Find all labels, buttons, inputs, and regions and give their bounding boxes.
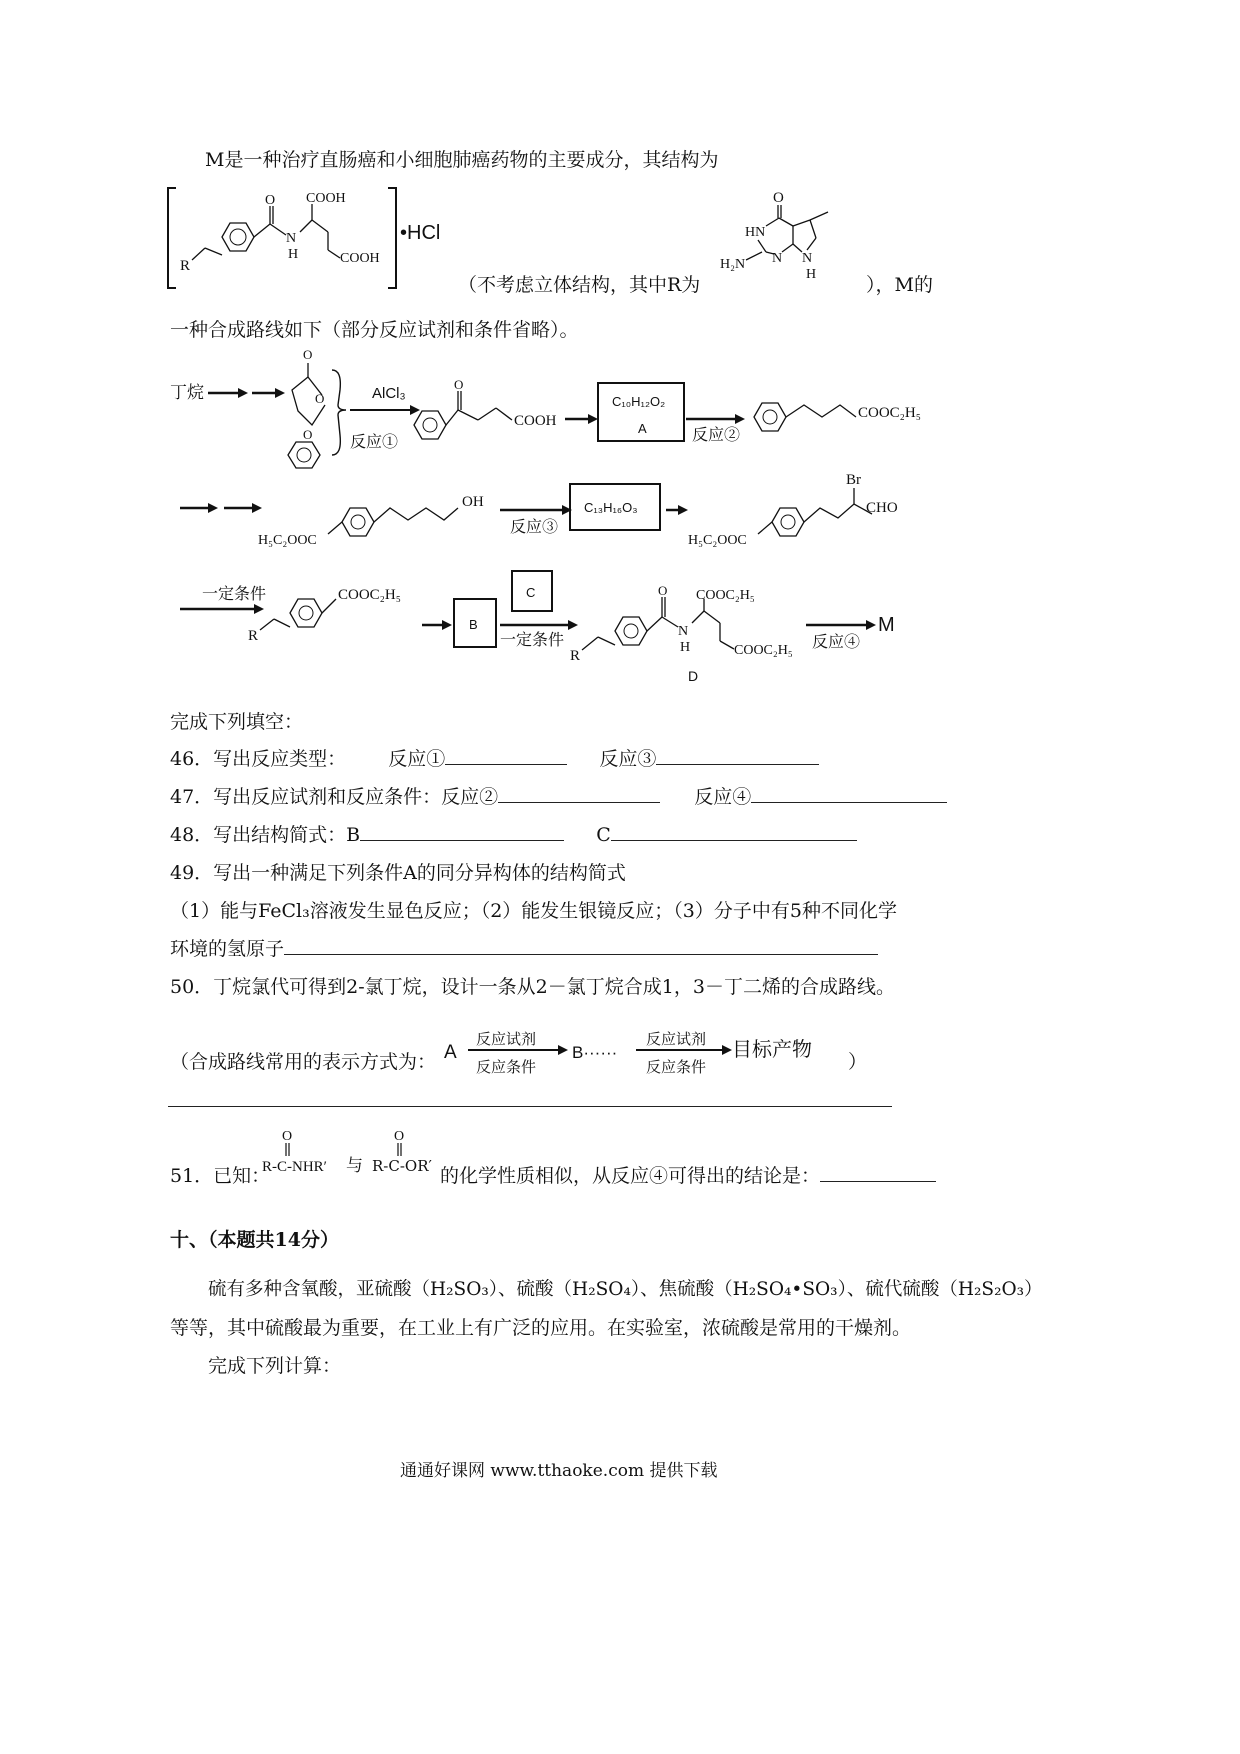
aldehyde-ester-left: H₅C₂OOC bbox=[688, 533, 747, 548]
reaction-3-label: 反应③ bbox=[510, 519, 559, 536]
q46-b-blank[interactable] bbox=[656, 744, 819, 765]
question-48 bbox=[170, 820, 857, 847]
q51-f1-o: O bbox=[282, 1129, 293, 1144]
ester-r-label: R bbox=[248, 628, 259, 644]
structure-r-group bbox=[710, 180, 870, 290]
route-condition-1: 反应条件 bbox=[476, 1059, 537, 1076]
d-ester-bottom: COOC₂H₅ bbox=[734, 643, 793, 658]
q47-a-blank[interactable] bbox=[498, 782, 660, 803]
route-b: B······ bbox=[572, 1043, 618, 1062]
q48-b-blank[interactable] bbox=[360, 820, 564, 841]
q46-a-label: 反应① bbox=[388, 748, 446, 770]
r-group-o: O bbox=[773, 190, 784, 206]
r-group-n2: N bbox=[772, 251, 783, 266]
anhydride-o-bottom: O bbox=[303, 427, 313, 442]
question-46 bbox=[170, 744, 819, 771]
footer: 通通好课网 www.tthaoke.com 提供下载 bbox=[400, 1461, 718, 1481]
carbonyl-o: O bbox=[265, 193, 276, 208]
box-b-label: B bbox=[469, 617, 478, 632]
aldehyde-br: Br bbox=[846, 472, 861, 488]
d-carbonyl-o: O bbox=[658, 583, 668, 598]
q49-cond2-text: 环境的氢原子 bbox=[170, 938, 285, 960]
q51-blank[interactable] bbox=[820, 1161, 936, 1182]
r-group-h2n: H₂N bbox=[720, 257, 746, 272]
q46-b-label: 反应③ bbox=[599, 748, 657, 770]
r-ester-cooc2h5: COOC₂H₅ bbox=[338, 587, 401, 603]
d-amide-h: H bbox=[680, 640, 691, 655]
q47-text: 47．写出反应试剂和反应条件：反应② bbox=[170, 786, 499, 808]
r-group-hn: HN bbox=[745, 225, 766, 240]
q51-prefix: 51．已知： bbox=[170, 1165, 271, 1187]
condition-label-2: 一定条件 bbox=[500, 632, 565, 649]
product2-ester: COOC₂H₅ bbox=[858, 405, 921, 421]
route-suffix: ） bbox=[848, 1051, 868, 1073]
intro-line3: ），M的 bbox=[866, 274, 933, 296]
alcl3-label: AlCl₃ bbox=[372, 385, 406, 402]
alcohol-ester-left: H₅C₂OOC bbox=[258, 533, 317, 548]
section-10-para-3: 完成下列计算： bbox=[208, 1355, 342, 1377]
route-reagent-1: 反应试剂 bbox=[476, 1031, 537, 1048]
question-49-conditions: （1）能与FeCl₃溶液发生显色反应；（2）能发生银镜反应；（3）分子中有5种不同化学 bbox=[170, 900, 897, 922]
question-47 bbox=[170, 782, 947, 809]
r-label: R bbox=[180, 258, 191, 274]
q51-and: 与 bbox=[346, 1156, 363, 1175]
route-a: A bbox=[444, 1042, 457, 1063]
question-49-line2 bbox=[170, 934, 878, 961]
d-label: D bbox=[688, 668, 699, 684]
aldehyde-cho: CHO bbox=[866, 500, 898, 516]
butane-label: 丁烷 bbox=[170, 383, 204, 402]
q49-blank[interactable] bbox=[284, 934, 878, 955]
route-example bbox=[438, 1022, 858, 1082]
q51-suffix-text: 的化学性质相似，从反应④可得出的结论是： bbox=[440, 1165, 821, 1187]
box-c-label: C bbox=[526, 585, 536, 600]
q48-c-label: C bbox=[596, 824, 611, 846]
hcl-label: •HCl bbox=[400, 222, 441, 244]
section-10-heading: 十、（本题共14分） bbox=[170, 1229, 339, 1251]
route-row-2 bbox=[160, 462, 1100, 562]
q47-b-label: 反应④ bbox=[694, 786, 752, 808]
box-a-label: A bbox=[638, 421, 647, 436]
q48-text: 48．写出结构简式：B bbox=[170, 824, 361, 846]
anhydride-o-ring: O bbox=[315, 391, 325, 406]
section-10-para-1: 硫有多种含氧酸，亚硫酸（H₂SO₃）、硫酸（H₂SO₄）、焦硫酸（H₂SO₄•SO₃）、硫代硫酸（H₂S₂O₃） bbox=[208, 1279, 1043, 1300]
amide-h: H bbox=[288, 247, 299, 262]
route-reagent-2: 反应试剂 bbox=[646, 1031, 707, 1048]
q46-text: 46．写出反应类型： bbox=[170, 748, 347, 770]
question-49: 49．写出一种满足下列条件A的同分异构体的结构简式 bbox=[170, 862, 626, 884]
r-group-n-ring: N bbox=[802, 251, 813, 266]
q47-b-blank[interactable] bbox=[751, 782, 947, 803]
q51-formula-2: R-C-OR′ bbox=[372, 1157, 432, 1175]
d-ester-top: COOC₂H₅ bbox=[696, 588, 755, 603]
r-group-h: H bbox=[806, 267, 817, 282]
alcohol-oh: OH bbox=[462, 494, 484, 510]
condition-label-1: 一定条件 bbox=[202, 586, 267, 603]
reaction-4-label: 反应④ bbox=[812, 634, 861, 651]
product1-cooh: COOH bbox=[514, 413, 557, 429]
d-amide-n: N bbox=[678, 624, 689, 639]
route-condition-2: 反应条件 bbox=[646, 1059, 707, 1076]
product1-o: O bbox=[454, 377, 464, 392]
q50-answer-blank[interactable] bbox=[168, 1086, 892, 1107]
box-a-formula: C₁₀H₁₂O₂ bbox=[612, 394, 666, 409]
question-50: 50．丁烷氯代可得到2-氯丁烷，设计一条从2－氯丁烷合成1，3－丁二烯的合成路线。 bbox=[170, 976, 895, 998]
reaction-2-label: 反应② bbox=[692, 427, 741, 444]
amide-n: N bbox=[286, 231, 297, 246]
q48-c-blank[interactable] bbox=[611, 820, 857, 841]
fill-intro: 完成下列填空： bbox=[170, 711, 304, 733]
reaction-1-label: 反应① bbox=[350, 434, 399, 451]
intro-line2: （不考虑立体结构，其中R为 bbox=[458, 274, 701, 296]
cooh-bottom: COOH bbox=[340, 251, 380, 266]
q51-suffix bbox=[440, 1161, 936, 1188]
box-c13-formula: C₁₃H₁₆O₃ bbox=[584, 500, 638, 515]
d-r-label: R bbox=[570, 648, 581, 664]
section-10-para-2: 等等，其中硫酸最为重要，在工业上有广泛的应用。在实验室，浓硫酸是常用的干燥剂。 bbox=[170, 1317, 912, 1339]
intro-line4: 一种合成路线如下（部分反应试剂和条件省略）。 bbox=[170, 319, 579, 341]
anhydride-o-top: O bbox=[303, 347, 313, 362]
cooh-top: COOH bbox=[306, 191, 346, 206]
route-prefix: （合成路线常用的表示方式为： bbox=[170, 1051, 437, 1073]
q46-a-blank[interactable] bbox=[445, 744, 567, 765]
route-row-3 bbox=[160, 565, 1100, 695]
m-label: M bbox=[878, 614, 895, 636]
intro-text: M是一种治疗直肠癌和小细胞肺癌药物的主要成分，其结构为 bbox=[205, 149, 719, 171]
route-target: 目标产物 bbox=[732, 1039, 812, 1061]
q51-formula-1: R-C-NHR′ bbox=[262, 1159, 327, 1175]
q51-f2-o: O bbox=[394, 1129, 405, 1144]
